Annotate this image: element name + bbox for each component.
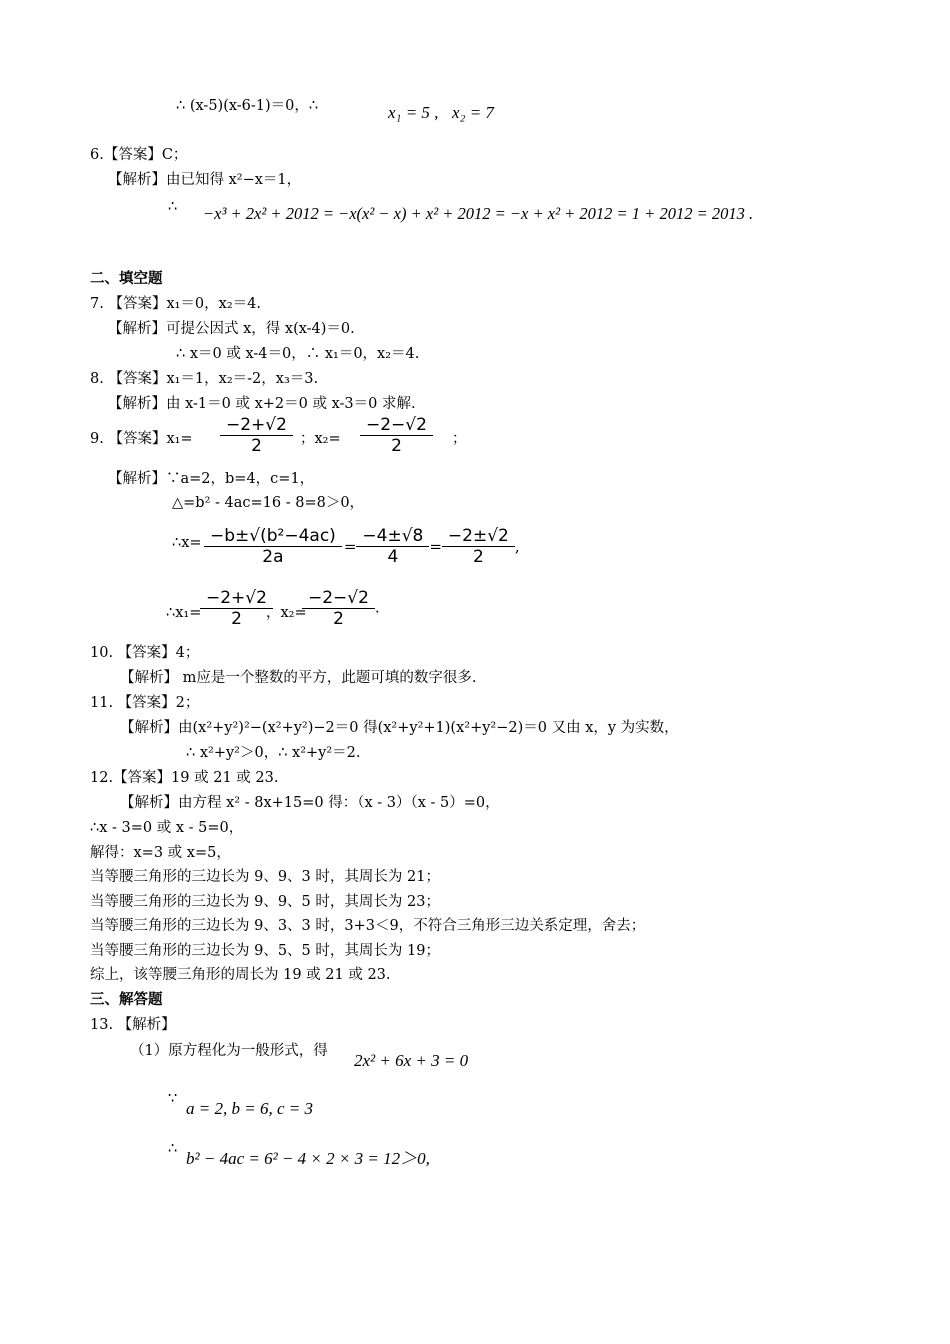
q6-explanation xyxy=(108,171,301,189)
text: 当等腰三角形的三边长为 9、9、3 时，其周长为 21； xyxy=(90,869,440,885)
numerator: −2±√2 xyxy=(442,527,515,547)
fraction xyxy=(220,416,293,455)
q9-x1-fraction xyxy=(220,416,293,455)
fraction xyxy=(360,416,433,455)
denominator: 2 xyxy=(251,436,262,456)
denominator: 2 xyxy=(231,609,242,629)
text: ∴x - 3=0 或 x - 5=0， xyxy=(90,820,244,836)
q9-x1-result xyxy=(200,589,273,628)
numerator: −4±√8 xyxy=(356,527,429,547)
text: 【解析】由已知得 x²−x＝1， xyxy=(108,172,302,188)
q9-x1-result-label xyxy=(166,604,201,622)
text: 【解析】由方程 x² - 8x+15=0 得：（x - 3）（x - 5）=0， xyxy=(120,795,500,811)
fraction xyxy=(200,589,273,628)
q13-heading xyxy=(90,1016,176,1034)
text: ∴ xyxy=(168,199,178,215)
text: ∴ x＝0 或 x-4＝0，∴ x₁＝0，x₂＝4. xyxy=(176,346,420,362)
text: 12.【答案】19 或 21 或 23. xyxy=(90,770,279,786)
q12-case-3 xyxy=(90,917,645,935)
denominator: 4 xyxy=(387,547,399,567)
q7-step xyxy=(176,345,419,363)
text: （1）原方程化为一般形式，得 xyxy=(130,1043,328,1059)
q9-quadratic-formula xyxy=(204,527,520,566)
q13-step-1 xyxy=(130,1042,328,1060)
q6-formula xyxy=(203,205,753,223)
fraction xyxy=(302,589,375,628)
text: 【解析】可提公因式 x，得 x(x-4)＝0. xyxy=(108,321,355,337)
text: ，x₂= xyxy=(266,605,307,621)
q12-step-1 xyxy=(90,819,243,837)
q6-answer xyxy=(90,146,187,164)
q12-answer xyxy=(90,769,278,787)
q13-discriminant xyxy=(186,1150,430,1168)
q13-general-form xyxy=(354,1052,468,1070)
text: 综上，该等腰三角形的周长为 19 或 21 或 23. xyxy=(90,967,391,983)
numerator: −2+√2 xyxy=(200,589,273,609)
text: ； xyxy=(452,431,467,447)
text: 【解析】由 x-1＝0 或 x+2＝0 或 x-3＝0 求解. xyxy=(108,396,416,412)
text: 【解析】∵a=2，b=4，c=1， xyxy=(108,471,315,487)
text: 9. 【答案】x₁= xyxy=(90,431,193,447)
text: 2x² + 6x + 3 = 0 xyxy=(354,1051,469,1070)
denominator: 2 xyxy=(391,436,402,456)
q9-x-label xyxy=(172,534,202,552)
text: x₂ = 7 xyxy=(452,103,494,122)
q9-x2-result-label xyxy=(266,604,307,622)
q9-x2-fraction xyxy=(360,416,433,455)
text: ；x₂= xyxy=(300,431,341,447)
comma: , xyxy=(514,537,520,556)
text: ∴x₁= xyxy=(166,605,202,621)
text: ∴x= xyxy=(172,535,202,551)
q8-explanation xyxy=(108,395,416,413)
solution-x2-q5 xyxy=(452,104,494,122)
q12-explanation xyxy=(120,794,500,812)
q8-answer xyxy=(90,370,318,388)
q12-conclusion xyxy=(90,966,391,984)
q10-answer xyxy=(90,644,199,662)
text: ∵ xyxy=(168,1091,178,1107)
denominator: 2a xyxy=(262,547,284,567)
q9-x2-result xyxy=(302,589,380,628)
text: ∴ (x-5)(x-6-1)＝0，∴ xyxy=(176,98,319,114)
text: 【解析】由(x²+y²)²−(x²+y²)−2＝0 得(x²+y²+1)(x²+y²−2)＝0 又由 x，y 为实数， xyxy=(120,720,679,736)
text: −x³ + 2x² + 2012 = −x(x² − x) + x² + 2012 = −x + x² + 2012 = 1 + 2012 = 2013 . xyxy=(203,204,754,223)
numerator: −2+√2 xyxy=(220,416,293,436)
text: 10. 【答案】4； xyxy=(90,645,200,661)
q13-coefficients xyxy=(186,1100,313,1118)
equals-sign: = xyxy=(343,537,357,556)
q11-answer xyxy=(90,694,199,712)
numerator: −2−√2 xyxy=(302,589,375,609)
q9-discriminant xyxy=(172,494,364,512)
q12-case-2 xyxy=(90,893,440,911)
solution-line-q5 xyxy=(176,97,318,115)
text: △=b² - 4ac=16 - 8=8＞0， xyxy=(172,495,365,511)
q9-end xyxy=(452,430,467,448)
q12-step-2 xyxy=(90,844,231,862)
section-title-fill-in xyxy=(90,270,163,288)
text: 当等腰三角形的三边长为 9、9、5 时，其周长为 23； xyxy=(90,894,440,910)
text: 8. 【答案】x₁＝1，x₂＝-2，x₃＝3. xyxy=(90,371,319,387)
text: 【解析】 m应是一个整数的平方，此题可填的数字很多. xyxy=(120,670,477,686)
q7-explanation xyxy=(108,320,355,338)
numerator: −2−√2 xyxy=(360,416,433,436)
q11-step xyxy=(186,744,361,762)
q11-explanation xyxy=(120,719,679,737)
section-title-solutions xyxy=(90,991,163,1009)
text: 7. 【答案】x₁＝0，x₂＝4. xyxy=(90,296,261,312)
text: ∴ x²+y²＞0，∴ x²+y²＝2. xyxy=(186,745,361,761)
fraction xyxy=(204,527,342,566)
text: 6.【答案】C； xyxy=(90,147,188,163)
equals-sign: = xyxy=(429,537,442,556)
q9-explanation xyxy=(108,470,314,488)
q9-answer-label xyxy=(90,430,193,448)
denominator: 2 xyxy=(333,609,344,629)
q12-case-1 xyxy=(90,868,440,886)
solution-x1-q5 xyxy=(388,104,438,122)
text: 13. 【解析】 xyxy=(90,1017,176,1033)
text: ∴ xyxy=(168,1141,178,1157)
q13-because xyxy=(168,1090,177,1108)
q9-x2-label xyxy=(300,430,341,448)
q7-answer xyxy=(90,295,261,313)
denominator: 2 xyxy=(472,547,484,567)
q13-therefore xyxy=(168,1140,177,1158)
q10-explanation xyxy=(120,669,476,687)
text: x₁ = 5 , xyxy=(388,103,439,122)
text: 当等腰三角形的三边长为 9、5、5 时，其周长为 19； xyxy=(90,943,440,959)
text: 三、解答题 xyxy=(90,991,163,1008)
text: 解得：x=3 或 x=5， xyxy=(90,845,231,861)
text: b² − 4ac = 6² − 4 × 2 × 3 = 12＞0, xyxy=(186,1149,430,1168)
text: 二、填空题 xyxy=(90,270,163,287)
fraction xyxy=(442,527,515,566)
period: . xyxy=(374,600,380,617)
q12-case-4 xyxy=(90,942,440,960)
text: 当等腰三角形的三边长为 9、3、3 时，3+3＜9，不符合三角形三边关系定理，舍去； xyxy=(90,918,646,934)
numerator: −b±√(b²−4ac) xyxy=(204,527,342,547)
fraction xyxy=(356,527,429,566)
text: 11. 【答案】2； xyxy=(90,695,200,711)
q6-therefore xyxy=(168,198,177,216)
text: a = 2, b = 6, c = 3 xyxy=(186,1099,313,1118)
